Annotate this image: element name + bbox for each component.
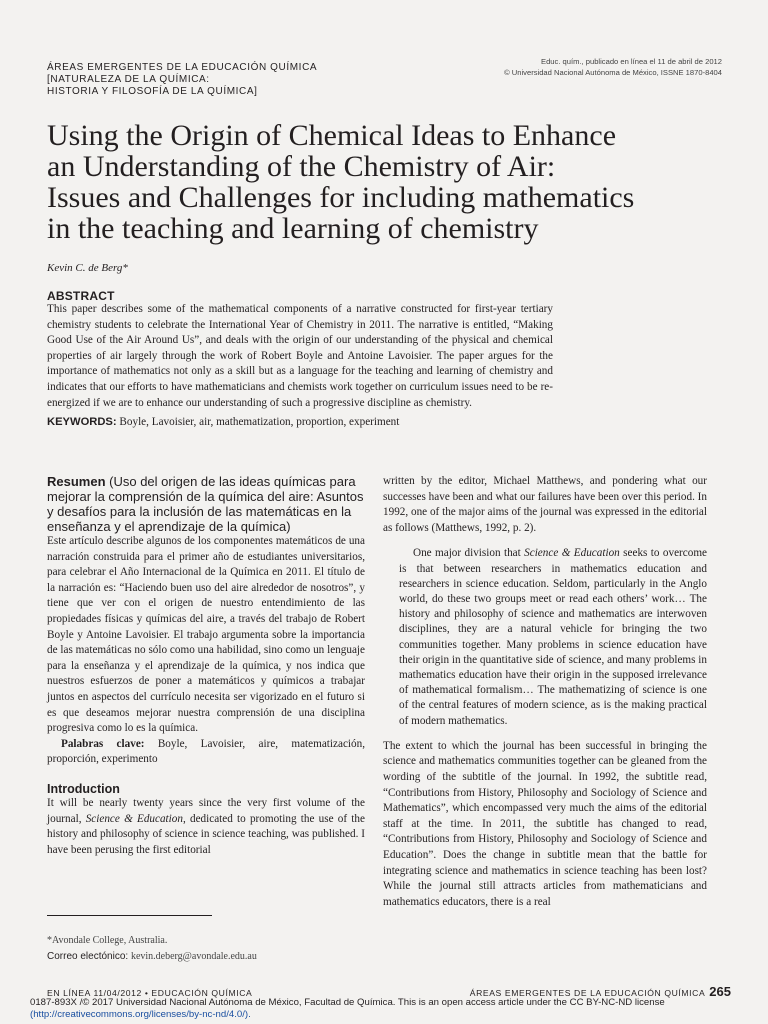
footnote-affiliation: *Avondale College, Australia. <box>47 935 168 946</box>
resumen-title-text: (Uso del origen de las ideas químicas para mejorar la comprensión de la química del aire: Asuntos y desafíos para la inclusión de las matemáticas en la enseñanza y el aprendizaje de la química) <box>47 474 364 534</box>
abstract-text: This paper describes some of the mathematical components of a narrative constructed for first-year tertiary chemistry students to celebrate the International Year of Chemistry in 2011. The narrative is entitled, “Making Good Use of the Air Around Us”, and deals with the origin of our understanding of the physical and chemical properties of air largely through the work of Robert Boyle and Antoine Lavoisier. The paper argues for the importance of mathematics not only as a skill but as a language for the teaching and learning of chemistry and indicates that our efforts to have mathematicians and chemists work together on curriculum issues need to be re-energized if we are to enhance our understanding of such a progressive discipline as chemistry. <box>47 303 553 409</box>
footnote-email <box>47 951 257 962</box>
title-line-4: in the teaching and learning of chemistry <box>47 212 539 245</box>
footer-section-label: ÁREAS EMERGENTES DE LA EDUCACIÓN QUÍMICA <box>469 988 706 998</box>
publication-line-2: © Universidad Nacional Autónoma de México, ISSNE 1870-8404 <box>504 68 722 77</box>
license-link[interactable]: (http://creativecommons.org/licenses/by-nc-nd/4.0/). <box>30 1009 251 1020</box>
title-line-1: Using the Origin of Chemical Ideas to Enhance <box>47 119 617 152</box>
right-column <box>383 474 707 910</box>
keywords-text: Boyle, Lavoisier, air, mathematization, proportion, experiment <box>116 416 400 428</box>
palabras-clave <box>47 737 365 768</box>
resumen-title <box>47 474 365 534</box>
footer-date: EN LÍNEA 11/04/2012 • EDUCACIÓN QUÍMICA <box>47 988 253 998</box>
abstract-heading: ABSTRACT <box>47 289 115 303</box>
intro-paragraph-2: The extent to which the journal has been successful in bringing the science and mathematics communities together can be gleaned from the wording of the subtitle of the journal. In 1992, the subtitle read, “Contributions from History, Philosophy and Sociology of Science and Mathematics”, which encompassed very much the aims of the editorial staff at the time. In 2011, the subtitle has changed to read, “Contributions from History, Philosophy and Sociology of Science and Education”. Does the change in subtitle mean that the battle for integrating science and mathematics in science teaching has been lost? While the journal still attracts articles from mathematicians and mathematics educators, there is a real <box>383 739 707 908</box>
keywords-label: KEYWORDS: <box>47 416 117 428</box>
section-line-3: HISTORIA Y FILOSOFÍA DE LA QUÍMICA] <box>47 86 258 97</box>
left-column <box>47 474 365 858</box>
palabras-label: Palabras clave: <box>61 737 145 750</box>
email-label: Correo electónico: <box>47 951 131 962</box>
quote-journal-name: Science & Education <box>524 547 620 560</box>
palabras-text: Boyle, Lavoisier, aire, matematización, proporción, experimento <box>47 737 365 766</box>
title-line-2: an Understanding of the Chemistry of Air: <box>47 150 556 183</box>
license-text: 0187-893X /© 2017 Universidad Nacional Autónoma de México, Facultad de Química. This is an open access article under the CC BY-NC-ND license <box>30 997 665 1008</box>
page-number: 265 <box>709 984 731 999</box>
email-address[interactable]: kevin.deberg@avondale.edu.au <box>130 951 257 962</box>
intro-text-b: , dedicated to promoting the use of the history and philosophy of science in science teaching, was published. I have been perusing the first editorial <box>47 812 365 856</box>
journal-name: Science & Education <box>85 812 183 825</box>
quote-text-a: One major division that <box>413 547 525 560</box>
quote-text-b: seeks to overcome is that between researchers in mathematics education and researchers in science education. Seldom, particularly in the Anglo world, do these two groups meet or read each others’ work… The history and philosophy of science and mathematics are interwoven disciplines, they are a natural vehicle for bringing the two communities together. Many problems in science education have their origin in the quantitative side of science, and many problems in mathematics education have their origin in the supposed irrelevance of mathematical formalism… The mathematizing of science is one of the central features of modern science, as is the making practical of modern mathematics. <box>399 547 707 727</box>
publication-line-1: Educ. quím., publicado en línea el 11 de abril de 2012 <box>541 57 722 66</box>
intro-text-a: It will be nearly twenty years since the very first volume of the journal, <box>47 796 365 825</box>
block-quote <box>399 546 707 728</box>
keywords <box>47 416 647 428</box>
resumen-text: Este artículo describe algunos de los componentes matemáticos de una narración construida para el primer año de estudiantes universitarios, para celebrar el Año Internacional de la Química en 2011. El título de la narración es: “Haciendo buen uso del aire alrededor de nosotros”, y tiene que ver con el origen de nuestro entendimiento de las propiedades físicas y químicas del aire, a través del trabajo de Robert Boyle y Antoine Lavoisier. El trabajo argumenta sobre la importancia de las matemáticas no sólo como una habilidad, sino como un lenguaje para la enseñanza y el aprendizaje de la química, y nos indica que nuestros esfuerzos de poner a matemáticos y químicos a trabajar juntos en aspectos del currículo necesita ser vigorizado en el futuro si es que deseamos mejorar nuestra comprensión de una disciplina progresiva como lo es la química. <box>47 535 365 735</box>
publication-info <box>504 56 722 78</box>
introduction-paragraph <box>47 796 365 858</box>
section-line-2: [NATURALEZA DE LA QUÍMICA: <box>47 74 210 85</box>
resumen-label: Resumen <box>47 474 106 489</box>
section-line-1: ÁREAS EMERGENTES DE LA EDUCACIÓN QUÍMICA <box>47 62 318 73</box>
intro-continued: written by the editor, Michael Matthews, and pondering what our successes have been and what our failures have been over this period. In 1992, one of the major aims of the journal was expressed in the editorial as follows (Matthews, 1992, p. 2). <box>383 475 708 534</box>
title-line-3: Issues and Challenges for including mathematics <box>47 181 635 214</box>
introduction-heading: Introduction <box>47 781 120 796</box>
license-notice <box>30 997 750 1021</box>
author: Kevin C. de Berg* <box>47 262 128 274</box>
footnote-rule <box>47 915 212 916</box>
section-header <box>47 62 317 98</box>
paper-title <box>47 120 737 244</box>
